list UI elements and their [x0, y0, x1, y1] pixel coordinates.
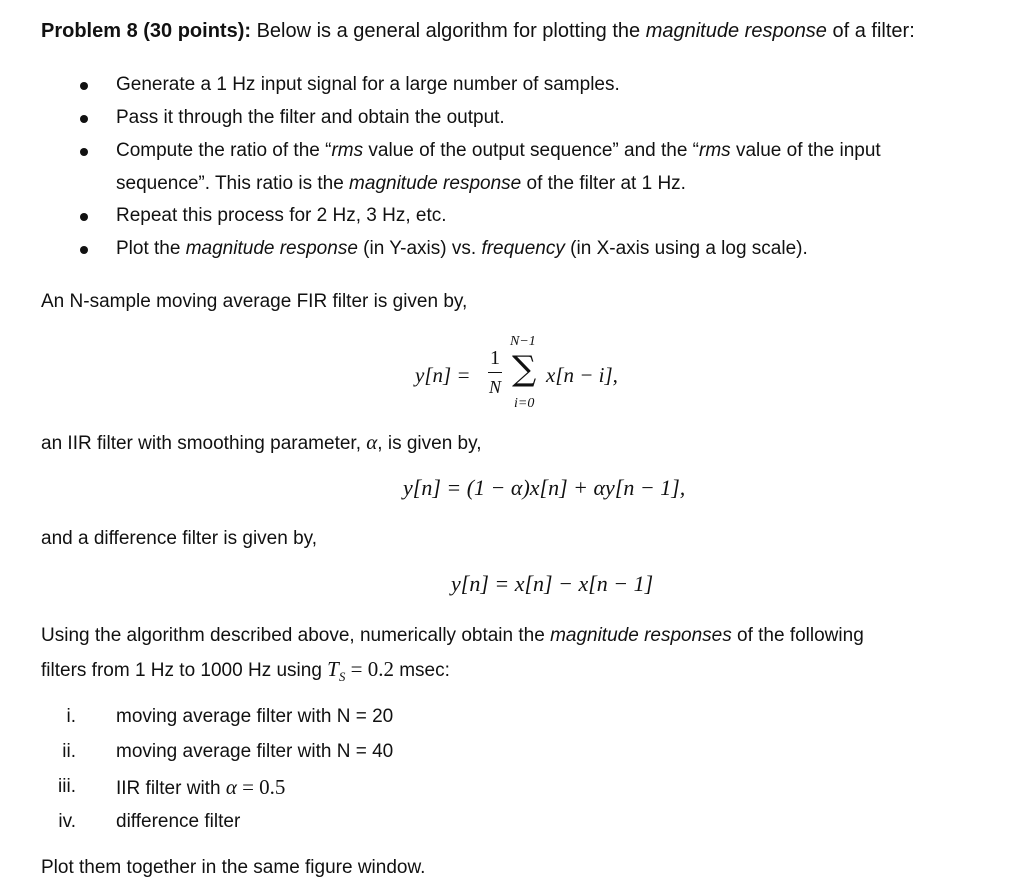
ts-unit: msec:	[393, 660, 450, 681]
diff-equation: y[n] = x[n] − x[n − 1]	[451, 571, 654, 596]
fir-fraction-denominator: N	[488, 377, 501, 397]
iir-intro	[41, 432, 482, 453]
step-3-line-2	[116, 174, 686, 193]
task-text-c: filters from 1 Hz to 1000 Hz using	[41, 660, 328, 681]
problem-heading	[41, 21, 915, 41]
closing-instruction: Plot them together in the same figure window.	[41, 857, 426, 878]
fir-lhs: y[n] =	[415, 363, 471, 387]
fir-term: x[n − i],	[546, 363, 618, 387]
ts-letter: T	[327, 657, 339, 681]
step-3-text-d: sequence”. This ratio is the	[116, 173, 350, 194]
step-3-rms-1: rms	[331, 140, 364, 161]
step-5-text-a: Plot the	[116, 238, 186, 259]
problem-title: Problem 8 (30 points):	[41, 20, 252, 42]
list-item	[116, 777, 285, 798]
task-line-1	[41, 626, 864, 645]
fir-sum-upper-limit: N−1	[510, 334, 536, 349]
intro-text-a: Below is a general algorithm for plotting the	[251, 20, 646, 42]
alpha-symbol: α	[225, 775, 237, 799]
bullet-icon	[80, 148, 88, 156]
intro-text-b: of a filter:	[826, 20, 915, 42]
list-item-text-b: = 0.5	[236, 775, 286, 799]
task-text-b: of the following	[731, 625, 864, 646]
step-5	[116, 239, 808, 258]
diff-intro: and a difference filter is given by,	[41, 528, 318, 549]
step-3-text-e: of the filter at 1 Hz.	[521, 173, 686, 194]
iir-intro-text-b: , is given by,	[377, 433, 482, 454]
step-3-emphasis: magnitude response	[349, 173, 522, 194]
step-5-emphasis-1: magnitude response	[185, 238, 358, 259]
step-5-text-b: (in Y-axis) vs.	[357, 238, 482, 259]
list-item: moving average filter with N = 20	[116, 706, 394, 727]
task-line-2	[41, 659, 450, 683]
sampling-period-symbol	[327, 657, 346, 685]
list-item-number: ii.	[62, 741, 76, 762]
bullet-icon	[80, 115, 88, 123]
step-4: Repeat this process for 2 Hz, 3 Hz, etc.	[116, 205, 447, 226]
step-2: Pass it through the filter and obtain the output.	[116, 107, 505, 128]
step-3-text-a: Compute the ratio of the “	[116, 140, 332, 161]
sigma-icon: ∑	[512, 349, 537, 389]
list-item: difference filter	[116, 811, 241, 832]
step-3-text-b: value of the output sequence” and the “	[363, 140, 700, 161]
list-item: moving average filter with N = 40	[116, 741, 394, 762]
list-item-number: iii.	[58, 776, 76, 797]
iir-intro-text-a: an IIR filter with smoothing parameter,	[41, 433, 367, 454]
fir-intro: An N-sample moving average FIR filter is given by,	[41, 291, 468, 312]
step-5-emphasis-2: frequency	[481, 238, 565, 259]
ts-value: = 0.2	[345, 657, 394, 681]
step-1: Generate a 1 Hz input signal for a large number of samples.	[116, 74, 620, 95]
step-3-rms-2: rms	[699, 140, 731, 161]
task-emphasis: magnitude responses	[550, 625, 732, 646]
task-text-a: Using the algorithm described above, numerically obtain the	[41, 625, 551, 646]
bullet-icon	[80, 82, 88, 90]
step-3-line-1	[116, 141, 881, 160]
bullet-icon	[80, 246, 88, 254]
list-item-number: iv.	[58, 811, 76, 832]
fir-fraction-bar	[488, 372, 502, 373]
bullet-icon	[80, 213, 88, 221]
list-item-text-a: IIR filter with	[116, 778, 226, 799]
fir-sum-lower-limit: i=0	[514, 396, 535, 411]
intro-emphasis: magnitude response	[645, 20, 827, 42]
step-3-text-c: value of the input	[730, 140, 881, 161]
ts-subscript: S	[338, 669, 346, 685]
alpha-symbol: α	[366, 430, 378, 454]
step-5-text-c: (in X-axis using a log scale).	[564, 238, 808, 259]
fir-fraction-numerator: 1	[490, 347, 500, 369]
list-item-number: i.	[66, 706, 76, 727]
iir-equation: y[n] = (1 − α)x[n] + αy[n − 1],	[403, 475, 686, 500]
